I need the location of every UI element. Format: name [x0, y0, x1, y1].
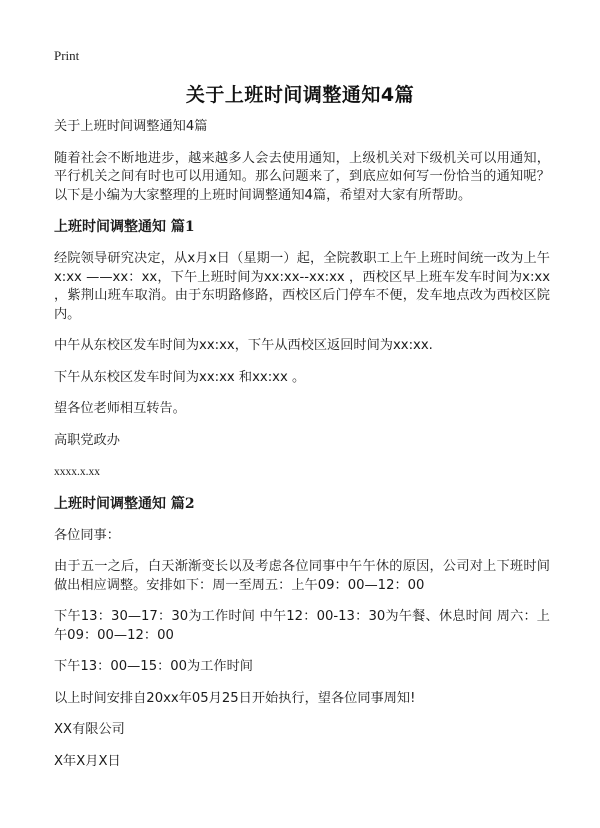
- section-1-signature: 高职党政办: [54, 432, 120, 448]
- section-1-paragraph-2: 中午从东校区发车时间为xx:xx，下午从西校区返回时间为xx:xx.: [54, 338, 433, 353]
- section-1-heading: 上班时间调整通知 篇1: [54, 219, 195, 235]
- section-2-greeting: 各位同事：: [54, 527, 120, 543]
- section-1-paragraph-3: 下午从东校区发车时间为xx:xx 和xx:xx 。: [54, 369, 306, 385]
- section-2-paragraph-2: 下午13：30—17：30为工作时间 中午12：00-13：30为午餐、休息时间 周六：上午09：00—12：00: [54, 609, 550, 643]
- intro-paragraph: 随着社会不断地进步，越来越多人会去使用通知，上级机关对下级机关可以用通知，平行机关之间有时也可以用通知。那么问题来了，到底应如何写一份恰当的通知呢？以下是小编为大家整理的上班时间调整通知4篇，希望对大家有所帮助。: [54, 150, 550, 203]
- section-2-paragraph-4: 以上时间安排自20xx年05月25日开始执行，望各位同事周知!: [54, 690, 416, 706]
- section-2-signature: XX有限公司: [54, 722, 125, 737]
- section-2-heading: 上班时间调整通知 篇2: [54, 495, 195, 512]
- document-body: [54, 118, 550, 784]
- document-subtitle: 关于上班时间调整通知4篇: [54, 119, 208, 134]
- print-label: Print: [54, 48, 80, 63]
- section-1-paragraph-4: 望各位老师相互转告。: [54, 401, 186, 416]
- section-1-paragraph-1: 经院领导研究决定，从x月x日（星期一）起，全院教职工上午上班时间统一改为上午x:xx ——xx：xx，下午上班时间为xx:xx--xx:xx ，西校区早上班车发车时间为x:xx ，紫荆山班车取消。由于东明路修路，西校区后门停车不便，发车地点改为西校区院内。: [54, 251, 550, 322]
- section-2-paragraph-1: 由于五一之后，白天渐渐变长以及考虑各位同事中午午休的原因，公司对上下班时间做出相应调整。安排如下：周一至周五：上午09：00—12：00: [54, 559, 550, 593]
- section-1-date: xxxx.x.xx: [54, 466, 100, 478]
- page-title: 关于上班时间调整通知4篇: [185, 84, 415, 106]
- section-2-paragraph-3: 下午13：00—15：00为工作时间: [54, 659, 253, 674]
- section-2-date: X年X月X日: [54, 753, 121, 769]
